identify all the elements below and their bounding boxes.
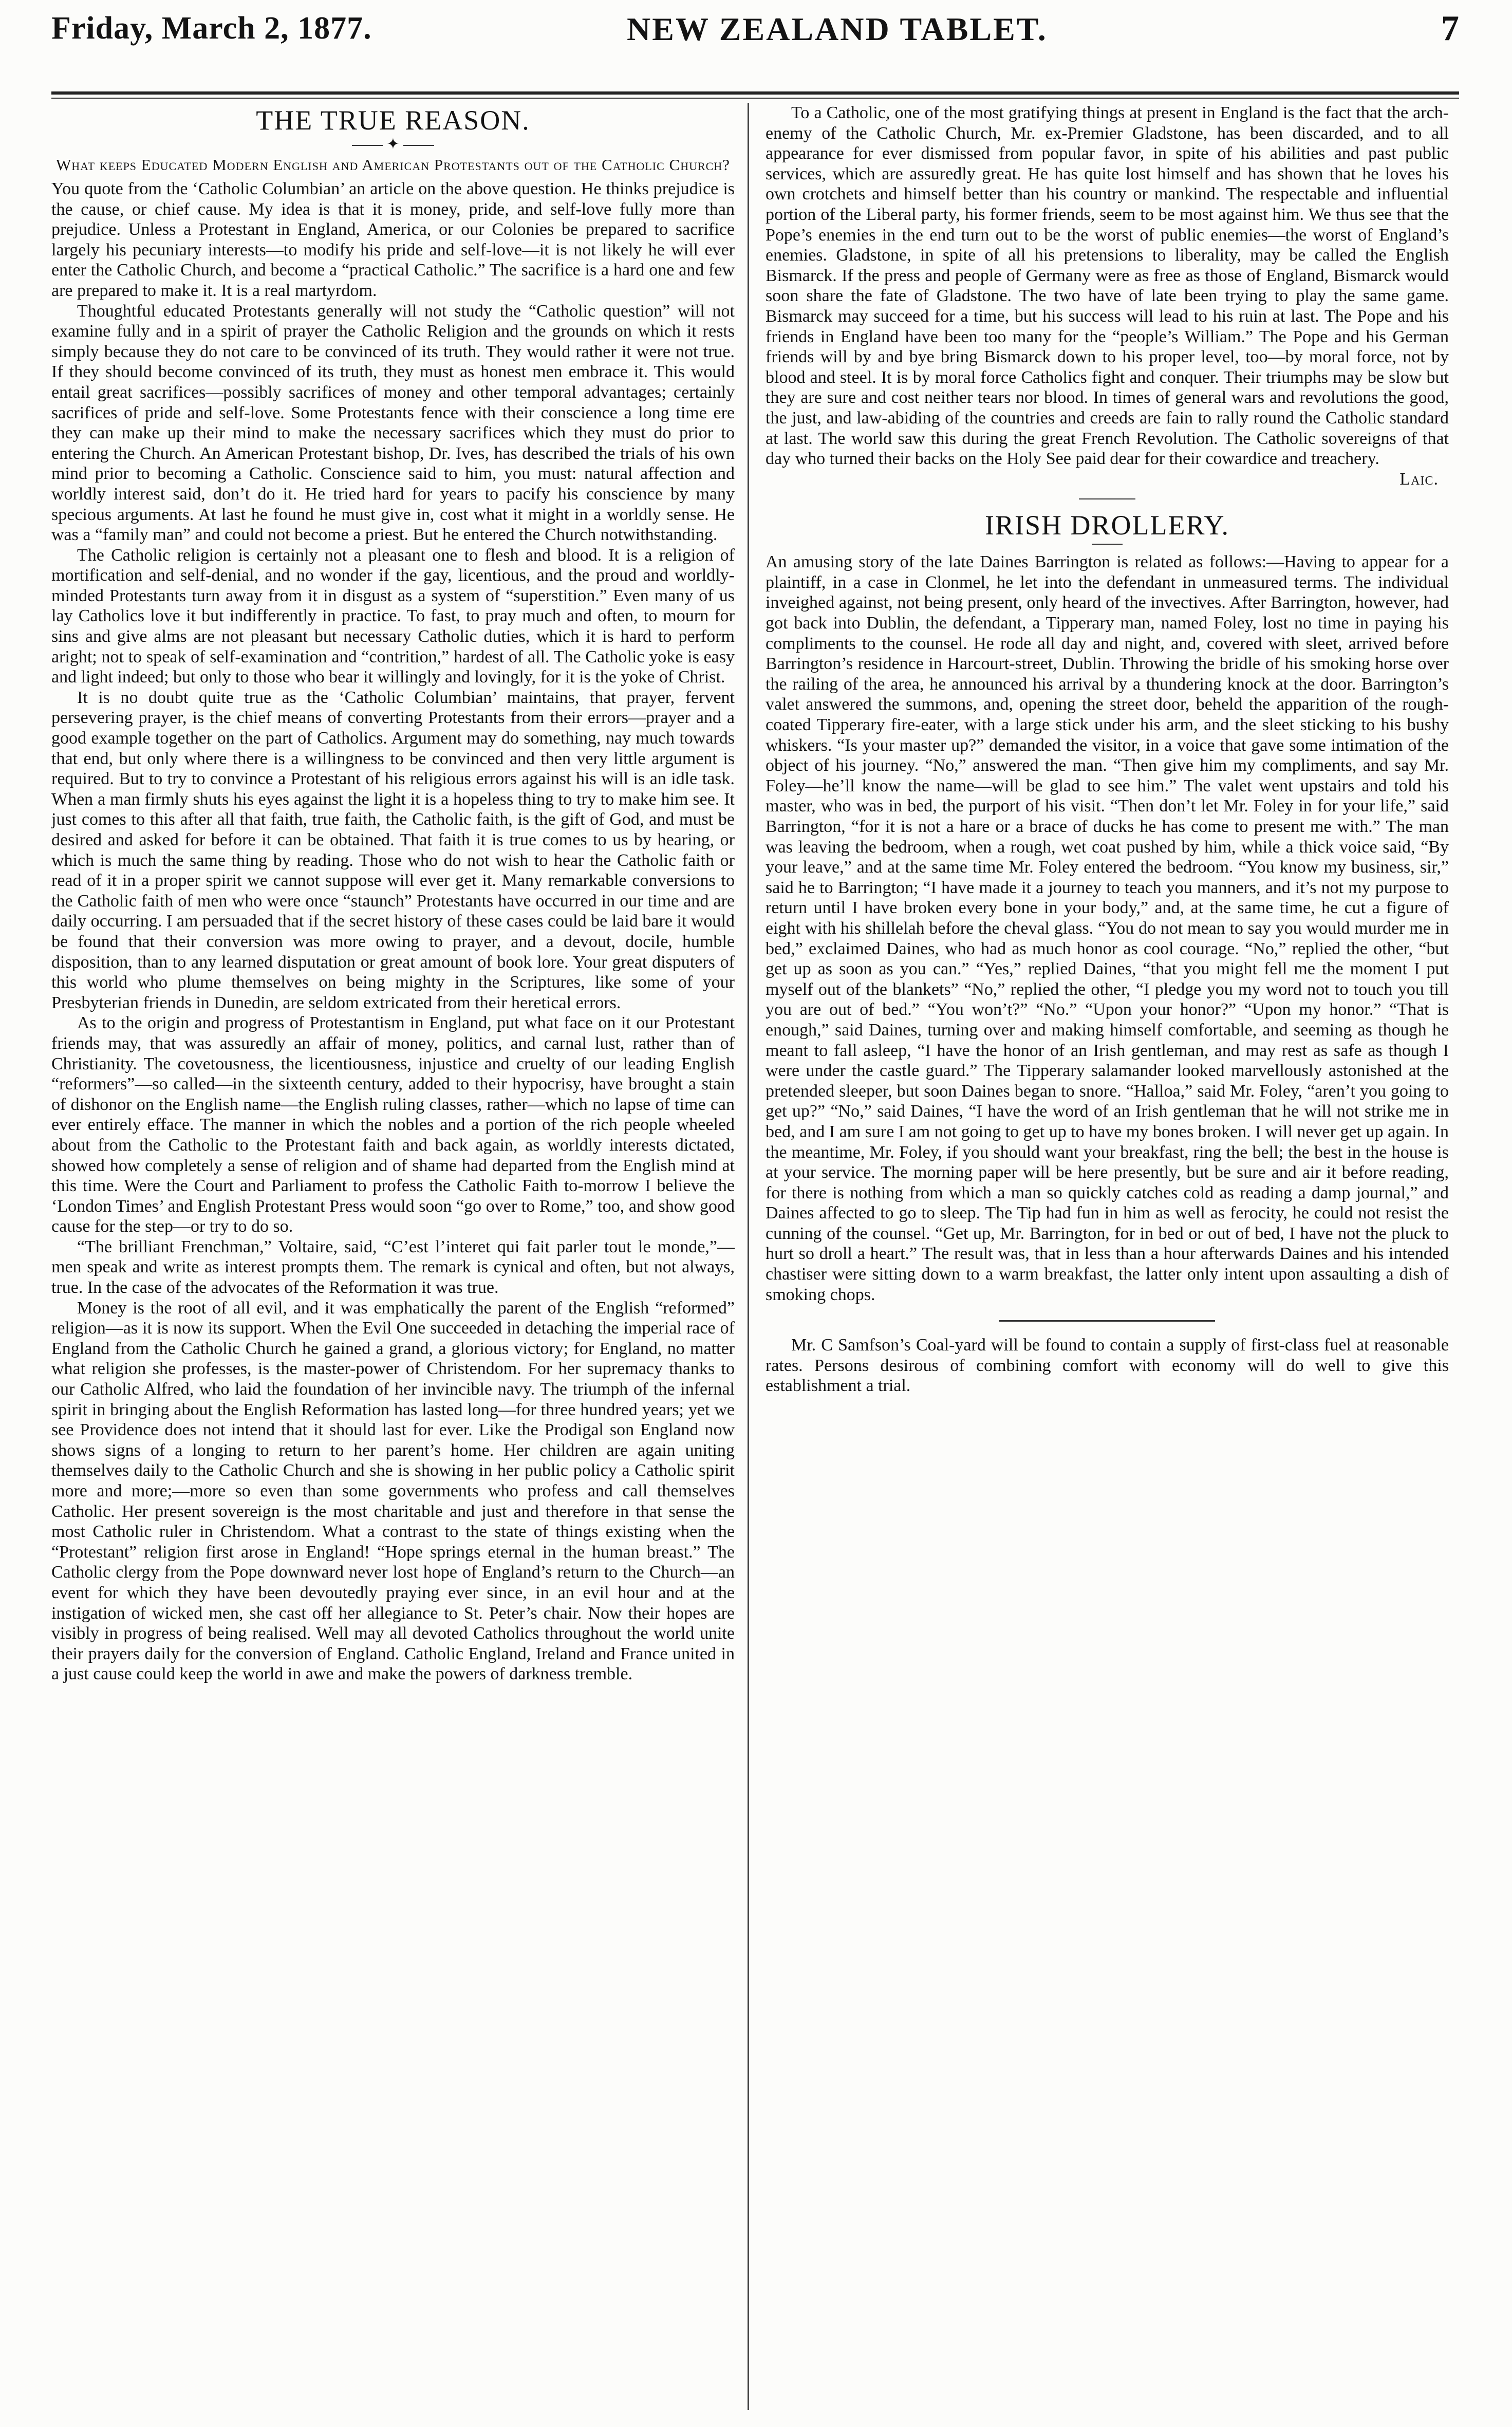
advertisement-notice bbox=[766, 1335, 1449, 1396]
section-divider-long bbox=[999, 1320, 1215, 1322]
left-column bbox=[51, 103, 735, 1684]
article-paragraph: The Catholic religion is certainly not a pleasant one to flesh and blood. It is a religion of mortification and self-denial, and no wonder if the gay, licentious, and the proud and worldly-minded Protestants turn away from it in disgust as a system of “superstition.” Even many of us lay Catholics love it but indifferently in practice. To fast, to pray much and often, to mourn for sins and give alms are not pleasant but necessary Catholic duties, which it is hard to perform aright; not to speak of self-examination and “contrition,” hardest of all. The Catholic yoke is easy and light indeed; but only to those who bear it willingly and lovingly, for it is the yoke of Christ. bbox=[51, 545, 735, 687]
article-signature: Laic. bbox=[1399, 469, 1439, 489]
notice-text: Mr. C Samfson’s Coal-yard will be found to contain a supply of first-class fuel at reasonable rates. Persons desirous of combining comfort with economy will do well to give this establishment a trial. bbox=[766, 1336, 1449, 1396]
article-paragraph: An amusing story of the late Daines Barrington is related as follows:—Having to appear for a plaintiff, in a case in Clonmel, he let into the defendant in unmeasured terms. The individual inveighed against, not being present, only heard of the invectives. After Barrington, however, had got back into Dublin, the defendant, a Tipperary man, named Foley, lost no time in paying his compliments to the counsel. He rode all day and night, and, covered with sleet, arrived before Barrington’s residence in Harcourt-street, Dublin. Throwing the bridle of his smoking horse over the railing of the area, he announced his arrival by a thundering knock at the door. Barrington’s valet answered the summons, and, opening the street door, beheld the apparition of the rough-coated Tipperary fire-eater, with a large stick under his arm, and the sleet sticking to his bushy whiskers. “Is your master up?” demanded the visitor, in a voice that gave some intimation of the object of his journey. “No,” answered the man. “Then give him my compliments, and say Mr. Foley—he’ll know the name—will be glad to see him.” The valet went upstairs and told his master, who was in bed, the purport of his visit. “Then don’t let Mr. Foley in for your life,” said Barrington, “for it is not a hare or a brace of ducks he has come to present me with.” The man was leaving the bedroom, when a rough, wet coat pushed by him, while a thick voice said, “By your leave,” and at the same time Mr. Foley entered the bedroom. “You know my business, sir,” said he to Barrington; “I have made it a journey to teach you manners, and it’s not my purpose to return until I have broken every bone in your body,” and, at the same time, he cut a figure of eight with his shillelah before the cheval glass. “You do not mean to say you would murder me in bed,” exclaimed Daines, who had as much honor as cool courage. “No,” replied the other, “but get up as soon as you can.” “Yes,” replied Daines, “that you might fell me the moment I put myself out of the blankets” “No,” replied the other, “I pledge you my word not to touch you till you are out of bed.” “You won’t?” “No.” “Upon your honor?” “Upon my honor.” “That is enough,” said Daines, turning over and making himself comfortable, and seeming as though he meant to fall asleep, “I have the honor of an Irish gentleman, and may rest as safe as though I were under the castle guard.” The Tipperary salamander looked marvellously astonished at the pretended sleeper, but soon Daines began to snore. “Halloa,” said Mr. Foley, “aren’t you going to get up?” “No,” said Daines, “I have the word of an Irish gentleman that he will not strike me in bed, and I am sure I am not going to get up to have my bones broken. I will never get up again. In the meantime, Mr. Foley, if you should want your breakfast, ring the bell; the best in the house is at your service. The morning paper will be here presently, but be sure and air it before reading, for there is nothing from which a man so quickly catches cold as reading a damp journal,” and Daines affected to go to sleep. The Tip had fun in him as well as ferocity, he could not resist the cunning of the counsel. “Get up, Mr. Barrington, for in bed or out of bed, I have not the pluck to hurt so droll a heart.” The result was, that in less than a hour afterwards Daines and his intended chastiser were sitting down to a warm breakfast, the latter only intent upon assaulting a dish of smoking chops. bbox=[766, 552, 1449, 1304]
article-paragraph: It is no doubt quite true as the ‘Catholic Columbian’ maintains, that prayer, fervent persevering prayer, is the chief means of converting Protestants from their errors—prayer and a good example together on the part of Catholics. Argument may do something, nay much towards that end, but only where there is a willingness to be convinced and then very little argument is required. But to try to convince a Protestant of his religious errors against his will is an idle task. When a man firmly shuts his eyes against the light it is a hopeless thing to try to make him see. It just comes to this after all that faith, true faith, the Catholic faith, is the gift of God, and must be desired and asked for before it can be obtained. That faith it is true comes to us by hearing, or which is much the same thing by reading. Those who do not wish to hear the Catholic faith or read of it in a proper spirit we cannot suppose will ever get it. Many remarkable conversions to the Catholic faith of men who were once “staunch” Protestants have occurred in our time and are daily occurring. I am persuaded that if the secret history of these cases could be laid bare it would be found that their conversion was more owing to prayer, and a devout, docile, humble disposition, than to any learned disputation or great amount of book lore. Your great disputers of this world who plume themselves on being mighty in the Scriptures, like some of your Presbyterian friends in Dunedin, are seldom extricated from their heretical errors. bbox=[51, 688, 735, 1012]
right-column bbox=[766, 103, 1449, 1396]
flourish-line-left bbox=[352, 145, 383, 146]
article-subtitle: What keeps Educated Modern English and American Protestants out of the Catholic Church? bbox=[56, 156, 730, 174]
article-title-irish-drollery: IRISH DROLLERY. bbox=[984, 510, 1230, 541]
article-paragraph: Money is the root of all evil, and it was emphatically the parent of the English “reformed” religion—as it is now its support. When the Evil One succeeded in detaching the imperial race of England from the Catholic Church he gained a grand, a glorious victory; for England, no matter what religion she professes, is the master-power of Christendom. For her supremacy thanks to our Catholic Alfred, who laid the foundation of her invincible navy. The triumph of the infernal spirit in bringing about the English Reformation has lasted long—for three hundred years; yet we see Providence does not intend that it should last for ever. Like the Prodigal son England now shows signs of a longing to return to her parent’s home. Her children are again uniting themselves daily to the Catholic Church and she is showing in her public policy a Catholic spirit more and more;—more so even than some governments who profess and call themselves Catholic. Her present sovereign is the most charitable and just and therefore in that sense the most Catholic ruler in Christendom. What a contrast to the state of things existing when the “Protestant” religion first arose in England! “Hope springs eternal in the human breast.” The Catholic clergy from the Pope downward never lost hope of England’s return to the Church—an event for which they have been devoutedly praying ever since, in an evil hour and at the instigation of wicked men, she cast off her allegiance to St. Peter’s chair. Now their hopes are visibly in progress of being realised. Well may all devoted Catholics throughout the world unite their prayers daily for the conversion of England. Catholic England, Ireland and France united in a just cause could keep the world in awe and make the powers of darkness tremble. bbox=[51, 1298, 735, 1684]
column-divider bbox=[748, 103, 749, 2410]
article-paragraph: Thoughtful educated Protestants generally will not study the “Catholic question” will not examine fully and in a spirit of prayer the Catholic Religion and the grounds on which it rests simply because they do not care to be convinced of its truth. They would rather it were not true. If they should become convinced of its truth, they must as honest men embrace it. This would entail great sacrifices—possibly sacrifices of money and other temporal advantages; certainly sacrifices of pride and self-love. Some Protestants fence with their conscience a long time ere they can make up their mind to make the necessary sacrifices which they must do prior to entering the Church. An American Protestant bishop, Dr. Ives, has described the trials of his own mind prior to becoming a Catholic. Conscience said to him, you must: natural affection and worldly interest said, don’t do it. He tried hard for years to pacify his conscience by many specious arguments. At last he found he must give in, cost what it might in a worldly sense. He was a “family man” and could not become a priest. But he entered the Church notwithstanding. bbox=[51, 301, 735, 545]
newspaper-title: NEW ZEALAND TABLET. bbox=[627, 11, 1048, 47]
title-underline bbox=[1092, 544, 1123, 545]
title-flourish bbox=[51, 137, 735, 152]
flourish-ornament: ✦ bbox=[386, 136, 400, 153]
masthead-rule bbox=[51, 91, 1459, 95]
article-paragraph: To a Catholic, one of the most gratifying things at present in England is the fact that the arch-enemy of the Catholic Church, Mr. ex-Premier Gladstone, has been discarded, and to all appearance for ever dismissed from popular favor, in spite of his abilities and past public services, which are assuredly great. He has quite lost himself and has shown that he loves his own crotchets and himself better than his country or mankind. The respectable and influential portion of the Liberal party, his former friends, seem to be most against him. We thus see that the Pope’s enemies in the end turn out to be the worst of public enemies—the worst of England’s enemies. Gladstone, in spite of all his pretensions to liberality, may be called the English Bismarck. If the press and people of Germany were as free as those of England, Bismarck would soon share the fate of Gladstone. The two have of late been trying to play the same game. Bismarck may succeed for a time, but his success will lead to his ruin at last. The Pope and his friends in England have been too many for the “people’s William.” The Pope and his German friends will by and bye bring Bismarck down to his proper level, too—by moral force, not by blood and steel. It is by moral force Catholics fight and conquer. Their triumphs may be slow but they are sure and cost neither tears nor blood. In times of general wars and revolutions the good, the just, and law-abiding of the countries and creeds are fain to rally round the Catholic standard at last. The world saw this during the great French Revolution. The Catholic sovereigns of that day who turned their backs on the Holy See paid dear for their cowardice and treachery. bbox=[766, 103, 1449, 469]
article-paragraph: “The brilliant Frenchman,” Voltaire, said, “C’est l’interet qui fait parler tout le monde,”—men speak and write as interest prompts them. The remark is cynical and often, but not always, true. In the case of the advocates of the Reformation it was true. bbox=[51, 1237, 735, 1298]
issue-date: Friday, March 2, 1877. bbox=[51, 11, 372, 46]
masthead-rule-thin bbox=[51, 98, 1459, 99]
article-paragraph: As to the origin and progress of Protestantism in England, put what face on it our Protestant friends may, that was assuredly an affair of money, politics, and carnal lust, rather than of Christianity. The covetousness, the licentiousness, injustice and cruelty of our leading English “reformers”—so called—in the sixteenth century, added to their hypocrisy, have brought a stain of dishonor on the English name—the English ruling classes, rather—which no lapse of time can ever entirely efface. The manner in which the nobles and a portion of the rich people wheeled about from the Catholic to the Protestant faith and back again, as worldly interests dictated, showed how completely a sense of religion and of shame had departed from the English mind at this time. Were the Court and Parliament to profess the Catholic Faith to-morrow I believe the ‘London Times’ and English Protestant Press would soon “go over to Rome,” too, and show good cause for the step—or try to do so. bbox=[51, 1013, 735, 1236]
masthead bbox=[51, 3, 1459, 65]
page-number: 7 bbox=[1441, 9, 1459, 48]
flourish-line-right bbox=[403, 145, 434, 146]
section-divider bbox=[1079, 498, 1135, 499]
article-title-true-reason: THE TRUE REASON. bbox=[256, 105, 530, 136]
article-paragraph: You quote from the ‘Catholic Columbian’ an article on the above question. He thinks prejudice is the cause, or chief cause. My idea is that it is money, pride, and self-love fully more than prejudice. Unless a Protestant in England, America, or our Colonies be prepared to sacrifice largely his pecuniary interests—to modify his pride and self-love—it is not likely he will ever enter the Catholic Church, and become a “practical Catholic.” The sacrifice is a hard one and few are prepared to make it. It is a real martyrdom. bbox=[51, 179, 735, 300]
